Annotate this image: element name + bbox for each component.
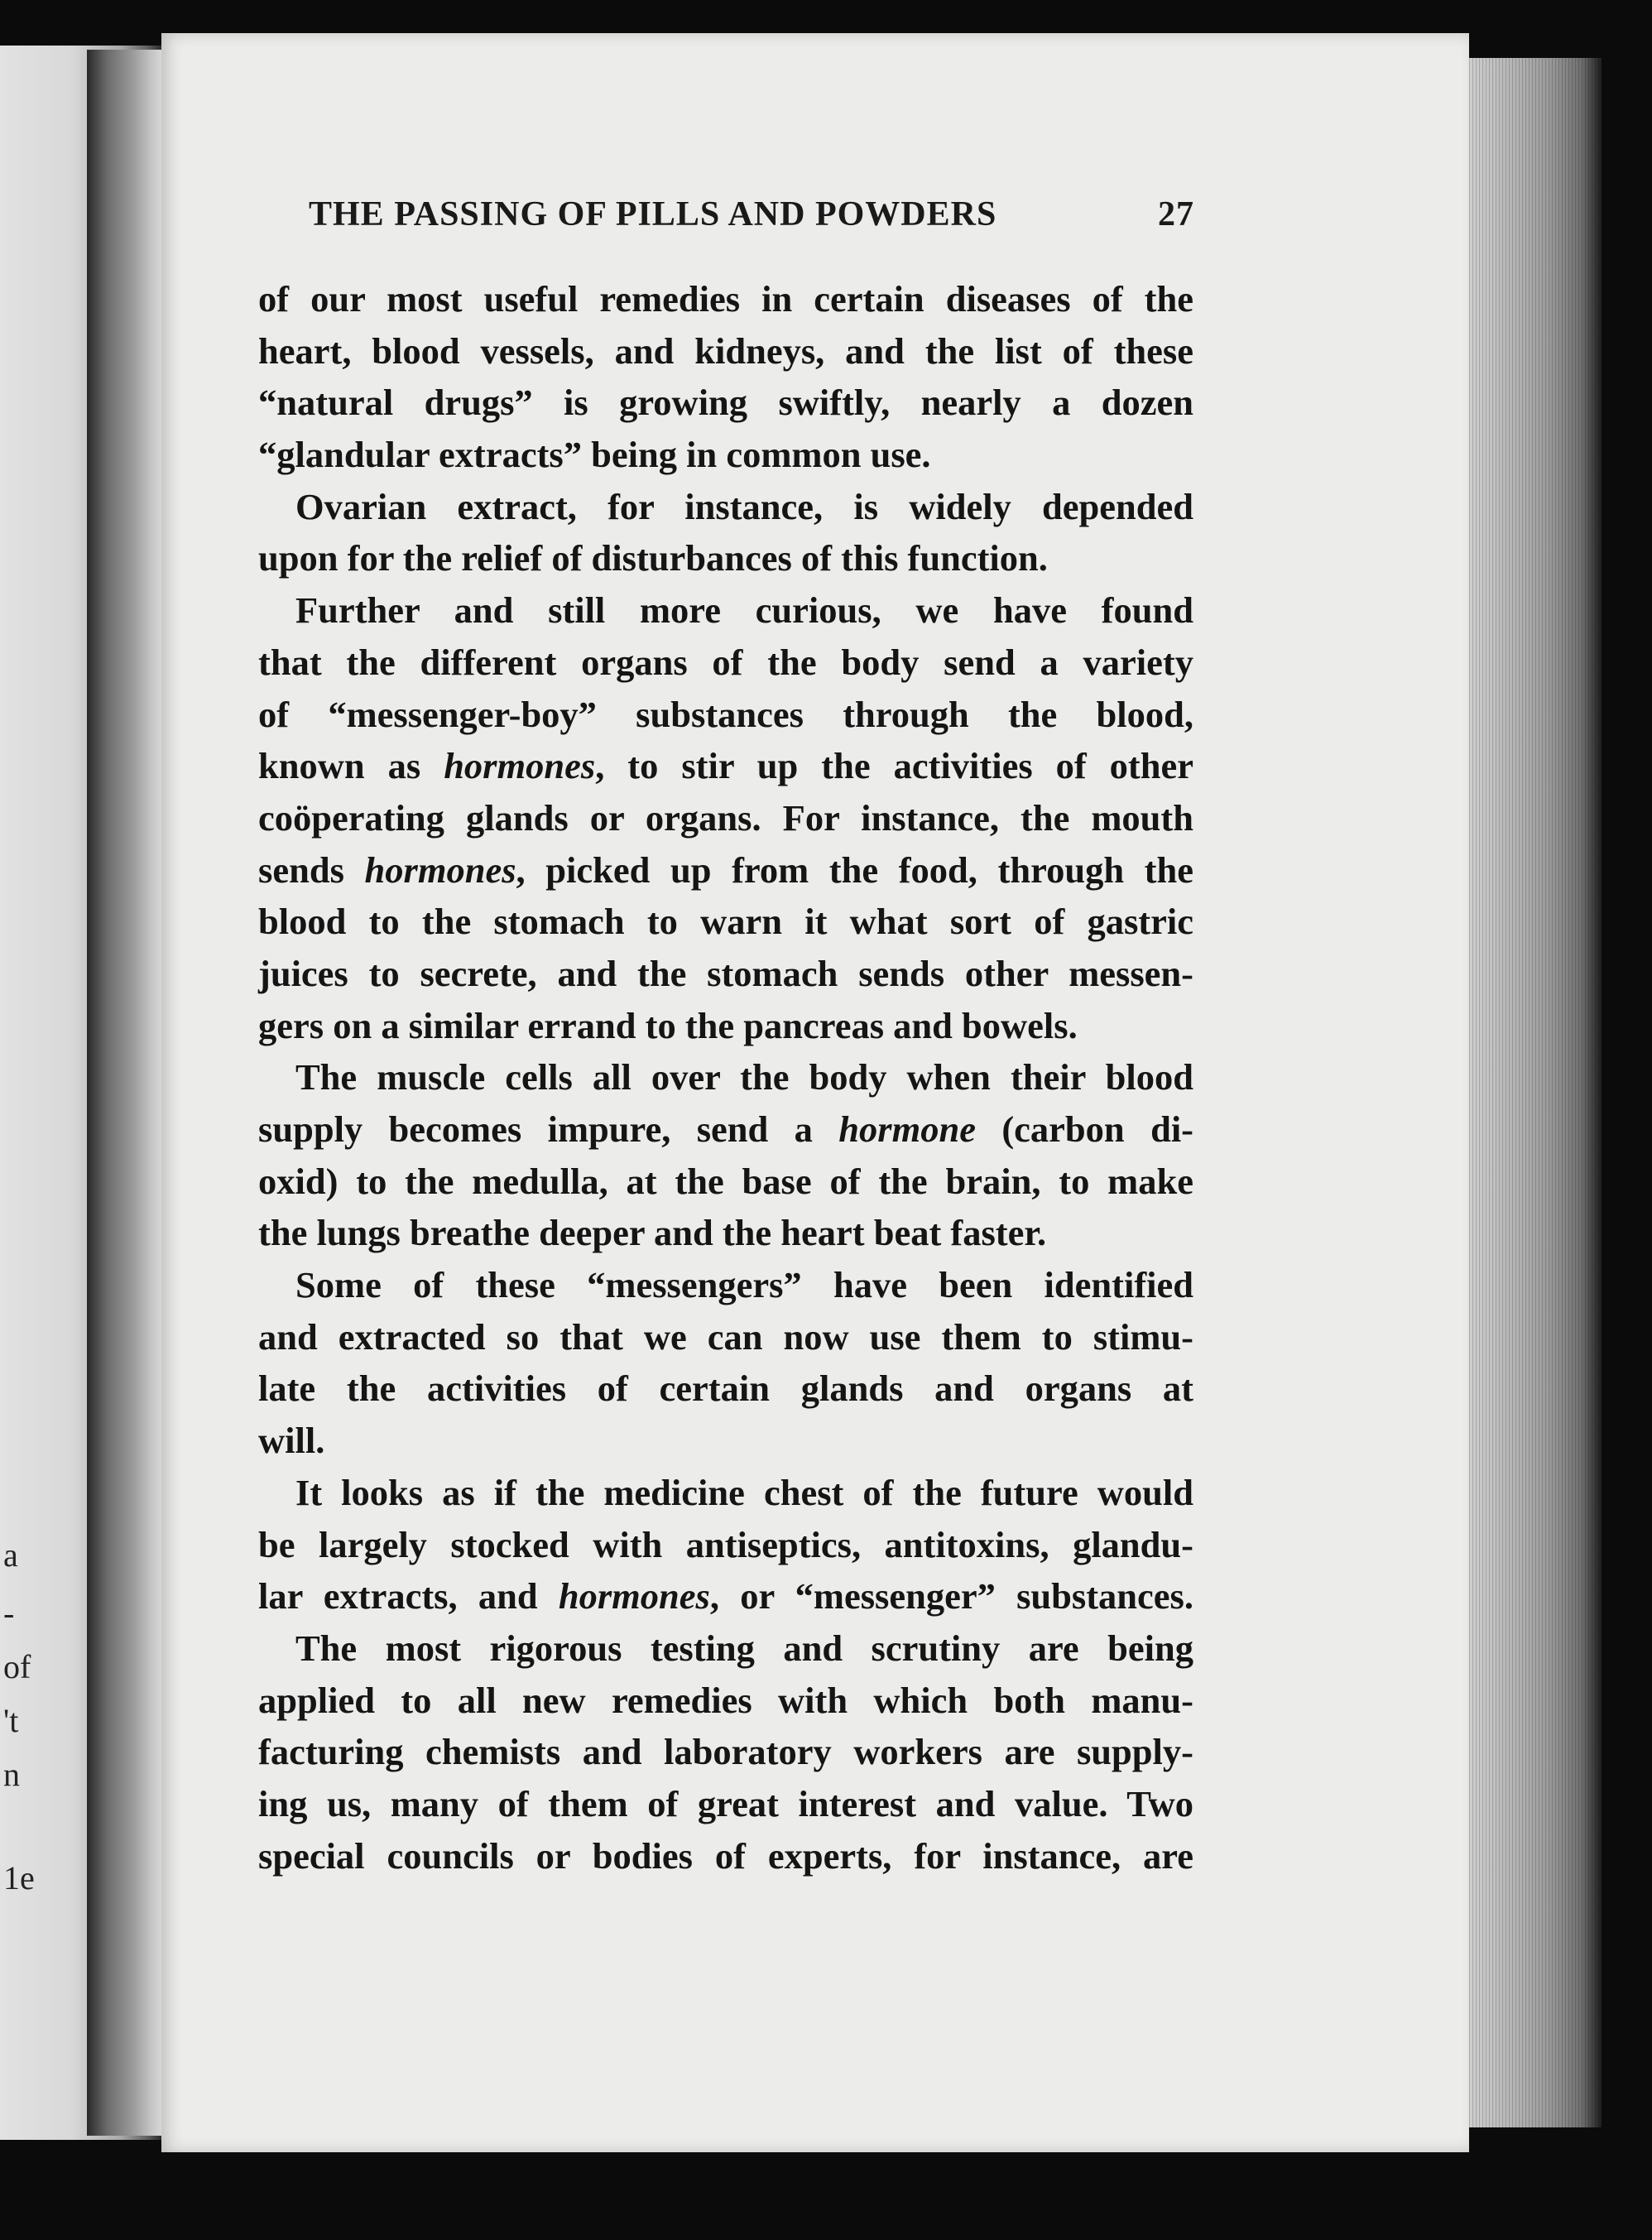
- text-line: gers on a similar errand to the pancreas and bowels.: [258, 1004, 1078, 1046]
- text-line: The muscle cells all over the body when their blood: [295, 1056, 1193, 1098]
- text-run: sends: [258, 848, 365, 891]
- text-line: will.: [258, 1420, 325, 1462]
- italic-term: hormones: [364, 848, 516, 891]
- text-line: “natural drugs” is growing swiftly, nearly a dozen: [258, 382, 1193, 424]
- text-run: supply becomes impure, send a: [258, 1108, 839, 1150]
- previous-page-text-fragment: -: [3, 1594, 15, 1632]
- text-run: , picked up from the food, through the: [516, 848, 1193, 891]
- text-line: The most rigorous testing and scrutiny are being: [295, 1627, 1193, 1669]
- text-line: oxid) to the medulla, at the base of the brain, to make: [258, 1160, 1193, 1202]
- italic-term: hormones: [558, 1575, 710, 1618]
- text-line: special councils or bodies of experts, for instance, are: [258, 1834, 1193, 1877]
- book-gutter: [87, 50, 170, 2136]
- text-line: It looks as if the medicine chest of the future would: [295, 1471, 1193, 1513]
- text-line: [258, 844, 1193, 896]
- italic-term: hormone: [838, 1108, 976, 1150]
- italic-term: hormones: [444, 745, 596, 787]
- text-run: , or “messenger” substances.: [709, 1575, 1193, 1618]
- text-line: “glandular extracts” being in common use.: [258, 434, 931, 476]
- page-body-text: [258, 273, 1193, 1882]
- running-head: [309, 195, 1194, 234]
- text-line: facturing chemists and laboratory workers are supply-: [258, 1731, 1193, 1773]
- text-line: Some of these “messengers” have been identified: [295, 1264, 1193, 1306]
- text-line: coöperating glands or organs. For instance, the mouth: [258, 796, 1193, 839]
- text-line: applied to all new remedies with which both manu-: [258, 1679, 1193, 1721]
- page-block-edges: [1469, 58, 1602, 2127]
- running-head-title: THE PASSING OF PILLS AND POWDERS: [309, 195, 997, 233]
- previous-page-text-fragment: a: [3, 1536, 18, 1574]
- text-line: [258, 1570, 1193, 1622]
- text-run: known as: [258, 745, 444, 787]
- text-line: that the different organs of the body send a variety: [258, 641, 1193, 683]
- page-number: 27: [1158, 195, 1194, 233]
- previous-page-text-fragment: n: [3, 1756, 20, 1793]
- previous-page-text-fragment: of: [3, 1648, 31, 1685]
- text-run: , to stir up the activities of other: [595, 745, 1193, 787]
- text-line: heart, blood vessels, and kidneys, and the list of these: [258, 329, 1193, 372]
- text-line: of our most useful remedies in certain diseases of the: [258, 278, 1193, 320]
- text-line: be largely stocked with antiseptics, antitoxins, glandu-: [258, 1523, 1193, 1565]
- text-line: juices to secrete, and the stomach sends other messen-: [258, 952, 1193, 994]
- text-line: Further and still more curious, we have found: [295, 589, 1193, 632]
- text-run: lar extracts, and: [258, 1575, 559, 1618]
- previous-page-text-fragment: 1e: [3, 1859, 35, 1896]
- text-line: [258, 1103, 1193, 1156]
- text-line: ing us, many of them of great interest and value. Two: [258, 1782, 1193, 1824]
- text-run: (carbon di-: [975, 1108, 1193, 1150]
- text-line: blood to the stomach to warn it what sort of gastric: [258, 901, 1193, 943]
- text-line: the lungs breathe deeper and the heart beat faster.: [258, 1212, 1047, 1254]
- text-line: Ovarian extract, for instance, is widely depended: [295, 485, 1193, 527]
- previous-page-text-fragment: 't: [3, 1702, 19, 1739]
- text-line: upon for the relief of disturbances of this function.: [258, 537, 1048, 579]
- text-line: and extracted so that we can now use them to stimu-: [258, 1315, 1193, 1358]
- text-line: [258, 740, 1193, 792]
- text-line: late the activities of certain glands and organs at: [258, 1368, 1193, 1410]
- text-line: of “messenger-boy” substances through the blood,: [258, 693, 1193, 735]
